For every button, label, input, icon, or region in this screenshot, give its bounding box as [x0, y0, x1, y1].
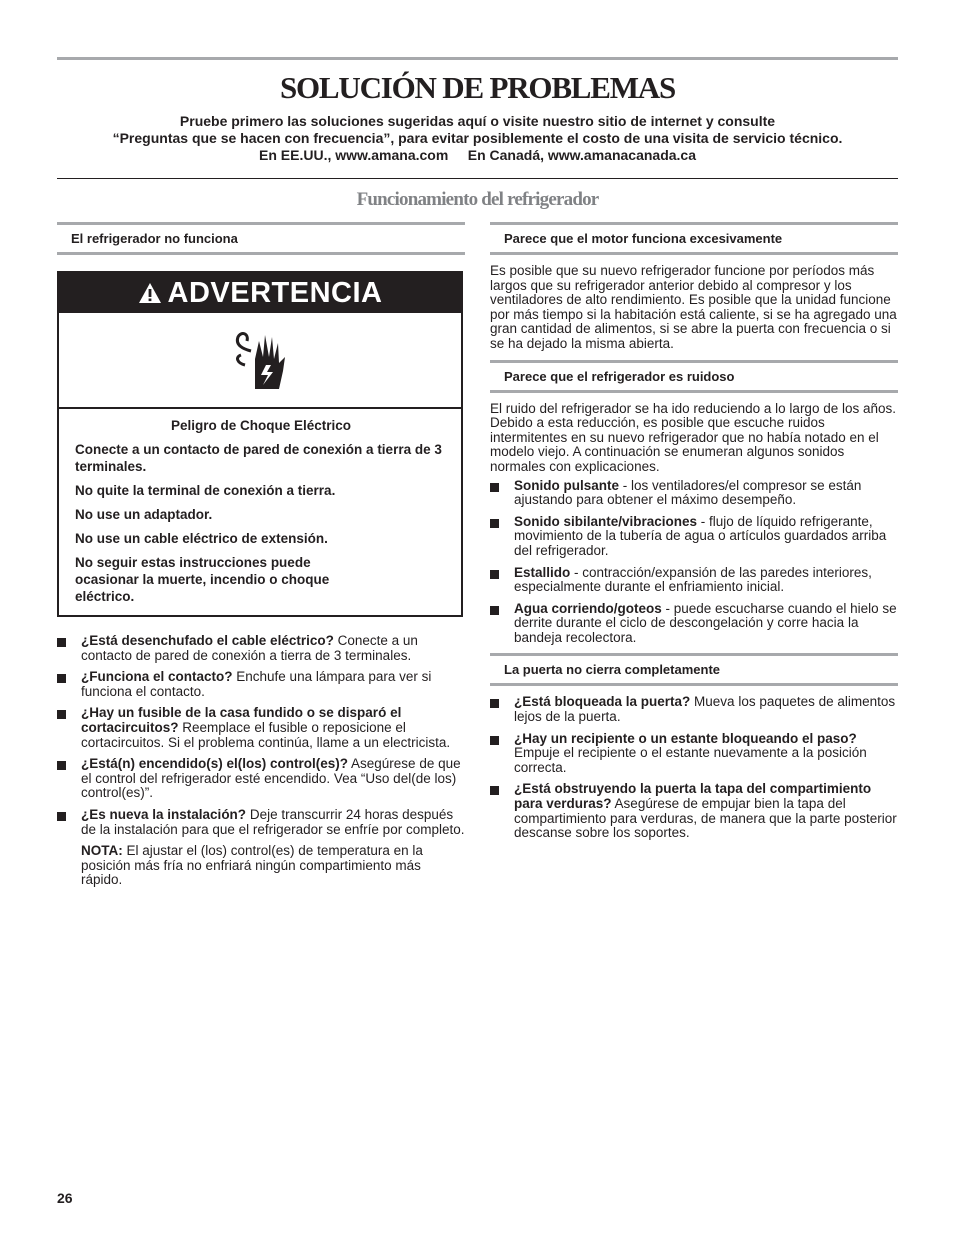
list-item — [57, 757, 465, 801]
warning-label: ADVERTENCIA — [167, 276, 383, 309]
item-description: - flujo de líquido refrigerante, movimiento de la tubería de agua o artículos guardados arriba del refrigerador. — [514, 513, 887, 558]
note-text — [57, 844, 465, 888]
item-answer: Conecte a un contacto de pared de conexión a tierra de 3 terminales. — [81, 633, 418, 663]
warning-icon-area — [59, 313, 461, 409]
list-item — [57, 634, 465, 663]
item-description: - puede escucharse cuando el hielo se derrite durante el ciclo de descongelación y corre hacia la bandeja recolectora. — [514, 600, 897, 645]
top-rule — [57, 57, 898, 60]
bullet-icon — [490, 606, 499, 615]
warning-triangle-icon — [138, 282, 162, 304]
heading-noise: Parece que el refrigerador es ruidoso — [490, 360, 898, 393]
list-item — [57, 706, 465, 750]
item-term: Agua corriendo/goteos — [514, 600, 662, 616]
warning-line: Conecte a un contacto de pared de conexión a tierra de 3 terminales. — [75, 442, 442, 474]
section-subtitle: Funcionamiento del refrigerador — [356, 189, 599, 210]
item-question: ¿Está bloqueada la puerta? — [514, 694, 691, 710]
item-answer: Deje transcurrir 24 horas después de la instalación para que el refrigerador se enfríe por completo. — [81, 806, 465, 837]
bullet-icon — [490, 483, 499, 492]
section-rule — [57, 178, 898, 179]
motor-paragraph: Es posible que su nuevo refrigerador funcione por períodos más largos que su refrigerador anterior debido al compresor y los ventiladores de alto rendimiento. Es posible que la unidad funcione por más tiempo si la habitación está caliente, si se ha agregado una gran cantidad de alimentos, si se abre la puerta con frecuencia o si se ha dejado la misma abierta. — [490, 263, 897, 351]
intro-text — [57, 113, 898, 164]
heading-motor: Parece que el motor funciona excesivamente — [490, 222, 898, 255]
item-answer: Mueva los paquetes de alimentos lejos de la puerta. — [514, 694, 896, 725]
warning-line: No use un cable eléctrico de extensión. — [75, 531, 328, 546]
list-item — [490, 602, 898, 646]
list-item — [490, 479, 898, 508]
list-item — [57, 808, 465, 837]
intro-line-2: “Preguntas que se hacen con frecuencia”, para evitar posiblemente el costo de una visita de servicio técnico. — [112, 130, 843, 146]
left-column — [57, 222, 465, 888]
list-item — [490, 515, 898, 559]
item-question: ¿Está desenchufado el cable eléctrico? — [81, 633, 334, 648]
page-title: SOLUCIÓN DE PROBLEMAS — [279, 70, 676, 105]
bullet-icon — [57, 812, 66, 821]
bullet-icon — [57, 710, 66, 719]
intro-line-1: Pruebe primero las soluciones sugeridas aquí o visite nuestro sitio de internet y consulte — [179, 113, 776, 129]
not-working-checklist — [57, 634, 465, 837]
noise-list — [490, 479, 898, 646]
noise-paragraph: El ruido del refrigerador se ha ido reduciendo a lo largo de los años. Debido a esta reducción, es posible que escuche ruidos intermitentes en su nuevo refrigerador que no había notado en el modelo viejo. A continuación se enumeran algunos sonidos normales con explicaciones. — [490, 400, 897, 474]
list-item — [490, 695, 898, 724]
bullet-icon — [57, 638, 66, 647]
warning-title: Peligro de Choque Eléctrico — [170, 418, 352, 433]
right-column — [490, 222, 898, 848]
item-question: ¿Hay un recipiente o un estante bloqueando el paso? — [514, 730, 857, 746]
item-answer: Reemplace el fusible o reposicione el cortacircuitos. Si el problema continúa, llame a un electricista. — [81, 719, 451, 750]
item-description: - los ventiladores/el compresor se están ajustando para obtener el máximo desempeño. — [514, 477, 862, 508]
bullet-icon — [490, 570, 499, 579]
item-question: ¿Es nueva la instalación? — [81, 806, 247, 822]
item-answer: Empuje el recipiente o el estante nuevamente a la posición correcta. — [514, 745, 867, 775]
warning-line: No quite la terminal de conexión a tierra. — [75, 483, 336, 498]
heading-door: La puerta no cierra completamente — [490, 653, 898, 686]
heading-not-working: El refrigerador no funciona — [57, 222, 465, 255]
item-answer: Enchufe una lámpara para ver si funciona el contacto. — [81, 669, 432, 699]
bullet-icon — [490, 699, 499, 708]
item-answer: Asegúrese de empujar bien la tapa del compartimiento para verduras, de manera que la parte posterior descanse sobre los soportes. — [514, 796, 897, 841]
bullet-icon — [490, 786, 499, 795]
item-question: ¿Está obstruyendo la puerta la tapa del compartimiento para verduras? — [514, 781, 872, 812]
bullet-icon — [57, 674, 66, 683]
bullet-icon — [490, 736, 499, 745]
item-answer: Asegúrese de que el control del refrigerador esté encendido. Vea “Uso del(de los) control(es)”. — [81, 756, 461, 801]
item-question: ¿Hay un fusible de la casa fundido o se disparó el cortacircuitos? — [81, 705, 402, 735]
electric-shock-hand-icon — [225, 327, 295, 393]
warning-body — [59, 409, 461, 615]
list-item — [490, 566, 898, 595]
warning-line: No use un adaptador. — [75, 507, 213, 522]
item-description: - contracción/expansión de las paredes interiores, especialmente durante el enfriamiento inicial. — [514, 564, 872, 595]
page-number: 26 — [57, 1190, 73, 1206]
warning-line: No seguir estas instrucciones puede ocasionar la muerte, incendio o choque eléctrico. — [75, 555, 330, 604]
bullet-icon — [57, 761, 66, 770]
note-body: El ajustar el (los) control(es) de temperatura en la posición más fría no enfriará ningún compartimiento más rápido. — [81, 843, 423, 888]
item-question: ¿Funciona el contacto? — [81, 669, 233, 685]
warning-box — [57, 271, 463, 617]
door-list — [490, 695, 898, 840]
item-term: Sonido pulsante — [514, 477, 620, 493]
item-term: Estallido — [514, 564, 571, 580]
item-question: ¿Está(n) encendido(s) el(los) control(es)? — [81, 756, 349, 772]
list-item — [490, 782, 898, 840]
list-item — [490, 732, 898, 776]
bullet-icon — [490, 519, 499, 528]
intro-line-3: En EE.UU., www.amana.com En Canadá, www.amanacanada.ca — [259, 147, 696, 163]
item-term: Sonido sibilante/vibraciones — [514, 513, 698, 529]
note-label: NOTA: — [81, 843, 123, 859]
list-item — [57, 670, 465, 699]
warning-header — [59, 273, 461, 313]
